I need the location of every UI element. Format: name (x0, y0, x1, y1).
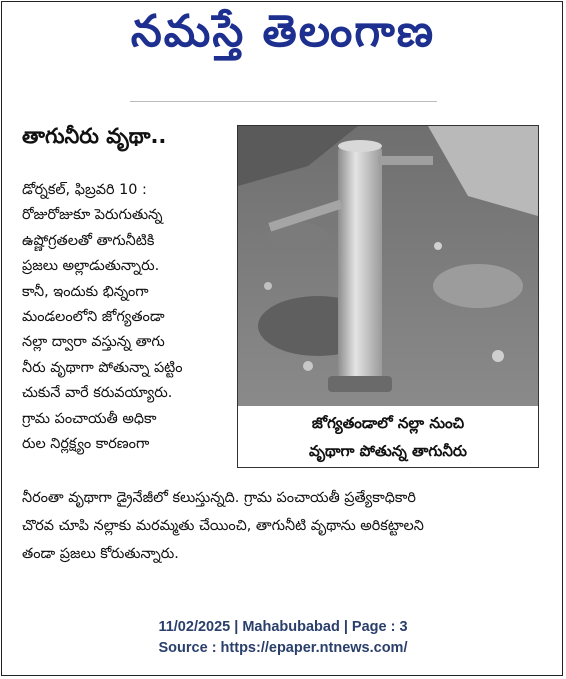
body-line: ఉష్ణోగ్రతలతో తాగునీటికి (22, 232, 155, 249)
body-line: డోర్నకల్, ఫిబ్రవరి 10 : (22, 182, 147, 198)
caption-line: వృథాగా పోతున్న తాగునీరు (309, 442, 467, 460)
article-headline: తాగునీరు వృథా.. (22, 124, 167, 148)
body-line: నీరంతా వృథాగా డ్రైనేజీలో కలుస్తున్నది. గ్రామ పంచాయతీ ప్రత్యేకాధికారి (22, 490, 416, 506)
body-line: చుకునే వారే కరువయ్యారు. (22, 385, 173, 402)
body-line: ప్రజలు అల్లాడుతున్నారు. (22, 258, 160, 275)
masthead-divider (130, 101, 437, 102)
newspaper-masthead: నమస్తే తెలంగాణ (130, 6, 436, 57)
water-tap-photo (238, 126, 538, 406)
body-line: కానీ, ఇందుకు భిన్నంగా (22, 283, 149, 300)
article-photo (237, 125, 539, 468)
source-footer (0, 617, 566, 659)
source-url: Source : https://epaper.ntnews.com/ (158, 640, 408, 656)
edition-info: 11/02/2025 | Mahabubabad | Page : 3 (158, 619, 408, 635)
body-line: నీరు వృథాగా పోతున్నా పట్టిం (22, 359, 183, 376)
body-line: చొరవ చూపి నల్లాకు మరమ్మతు చేయించి, తాగునీటి వృథాను అరికట్టాలని (22, 518, 424, 534)
body-line: మండలంలోని జోగ్యతండా (22, 309, 165, 326)
photo-caption (238, 409, 538, 465)
caption-line: జోగ్యతండాలో నల్లా నుంచి (311, 414, 465, 432)
body-line: గ్రామ పంచాయతీ అధికా (22, 410, 157, 427)
body-line: తండా ప్రజలు కోరుతున్నారు. (22, 546, 179, 562)
body-line: నల్లా ద్వారా వస్తున్న తాగు (22, 334, 165, 351)
body-line: రుల నిర్లక్ష్యం కారణంగా (22, 436, 150, 453)
article-body-wide (22, 484, 544, 568)
body-line: రోజురోజుకూ పెరుగుతున్న (22, 207, 163, 224)
article-body-narrow (22, 178, 234, 457)
